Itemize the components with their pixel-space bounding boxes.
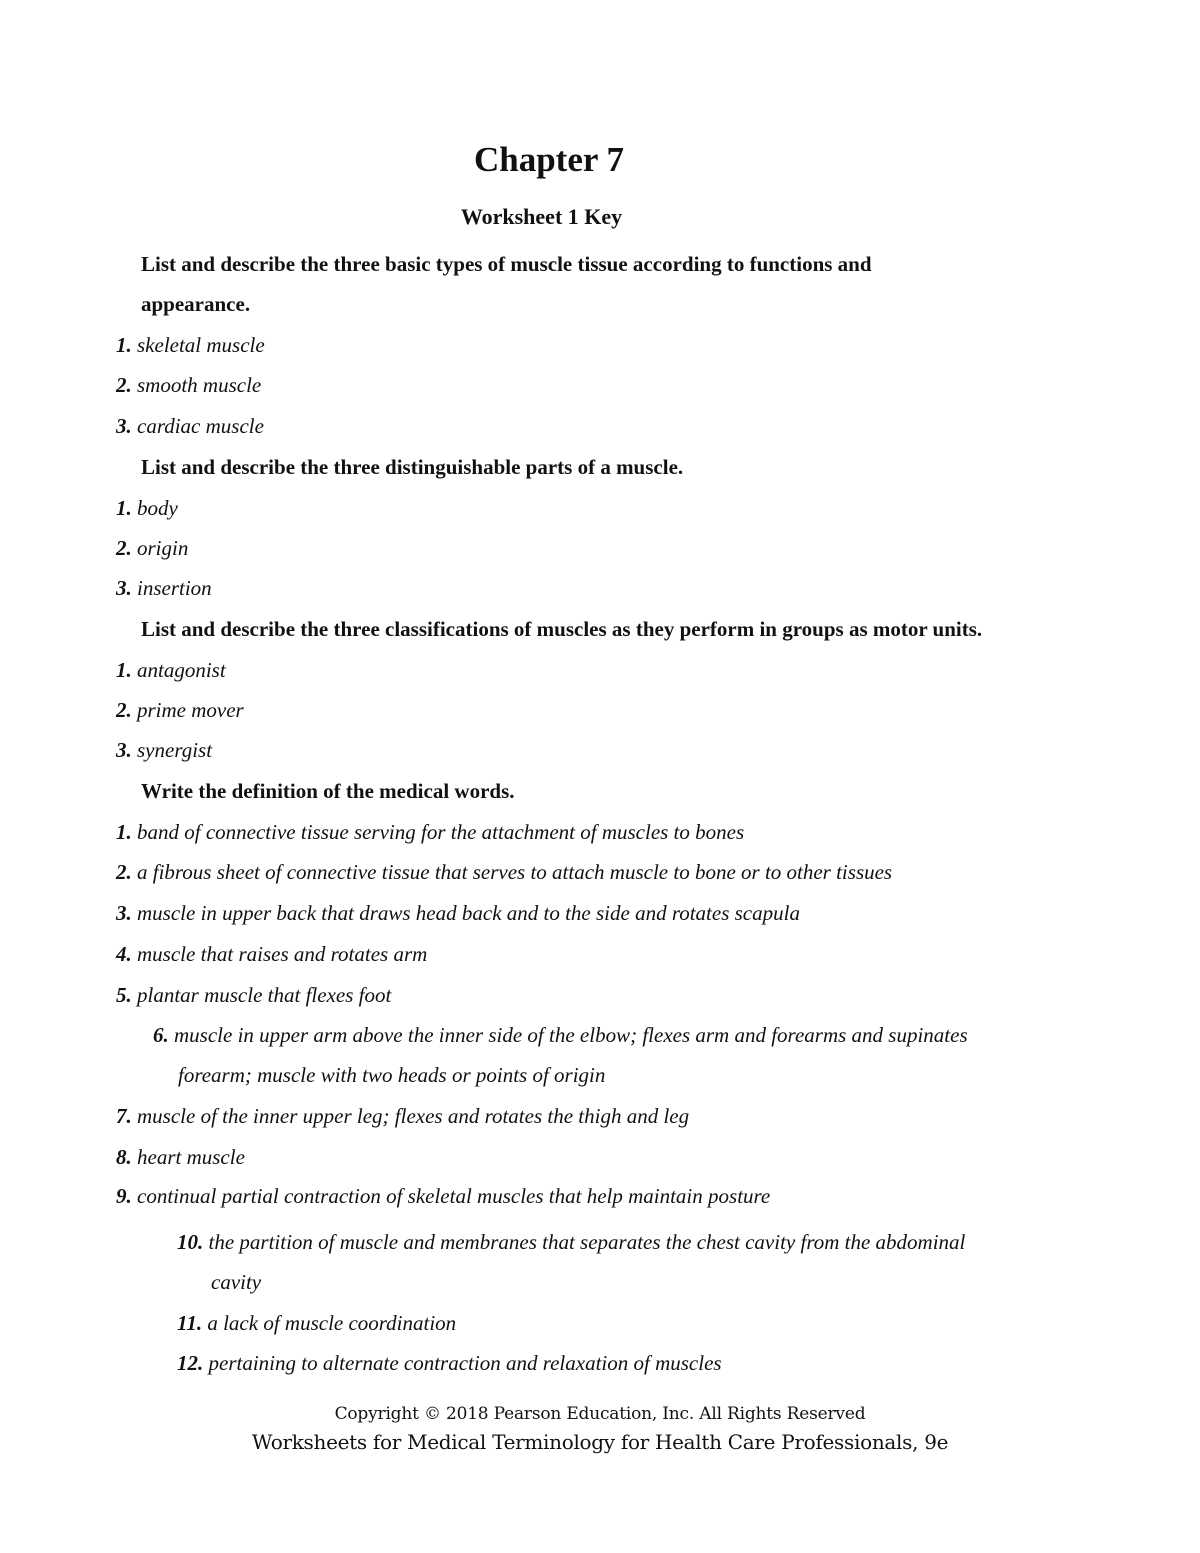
list-item	[116, 940, 427, 968]
list-item	[116, 858, 892, 886]
item-text: heart muscle	[137, 1145, 245, 1169]
list-item	[116, 494, 178, 522]
list-item	[116, 412, 264, 440]
footer-book-title: Worksheets for Medical Terminology for Health Care Professionals, 9e	[251, 1430, 949, 1454]
item-number: 9.	[116, 1184, 132, 1208]
item-text: antagonist	[137, 658, 226, 682]
list-item	[116, 1143, 245, 1171]
list-item-continuation: forearm; muscle with two heads or points of origin	[178, 1063, 606, 1087]
item-text: continual partial contraction of skeletal muscles that help maintain posture	[137, 1184, 771, 1208]
item-number: 1.	[116, 496, 132, 520]
item-text: muscle of the inner upper leg; flexes and rotates the thigh and leg	[137, 1104, 690, 1128]
chapter-title: Chapter 7	[473, 140, 625, 179]
list-item	[116, 656, 226, 684]
item-text: insertion	[137, 576, 212, 600]
item-number: 1.	[116, 333, 132, 357]
item-number: 6.	[153, 1023, 169, 1047]
list-item	[116, 371, 261, 399]
list-item	[177, 1309, 456, 1337]
item-text: band of connective tissue serving for the attachment of muscles to bones	[137, 820, 745, 844]
section-3-prompt: List and describe the three classifications of muscles as they perform in groups as motor units.	[141, 617, 983, 641]
footer-copyright: Copyright © 2018 Pearson Education, Inc. All Rights Reserved	[334, 1404, 866, 1424]
item-text: cardiac muscle	[137, 414, 264, 438]
list-item	[116, 1102, 689, 1130]
item-number: 1.	[116, 820, 132, 844]
item-number: 2.	[116, 860, 132, 884]
section-1-prompt-cont: appearance.	[141, 292, 251, 316]
item-number: 12.	[177, 1351, 204, 1375]
item-number: 4.	[116, 942, 132, 966]
item-text: plantar muscle that flexes foot	[137, 983, 392, 1007]
list-item	[116, 736, 212, 764]
list-item	[116, 981, 391, 1009]
item-text: pertaining to alternate contraction and relaxation of muscles	[208, 1351, 722, 1375]
worksheet-title: Worksheet 1 Key	[460, 204, 623, 229]
item-number: 8.	[116, 1145, 132, 1169]
item-text: body	[137, 496, 178, 520]
list-item	[116, 696, 244, 724]
item-number: 11.	[177, 1311, 203, 1335]
list-item	[116, 331, 265, 359]
item-number: 1.	[116, 658, 132, 682]
item-number: 3.	[116, 901, 132, 925]
item-number: 2.	[116, 698, 132, 722]
section-2-prompt: List and describe the three distinguishable parts of a muscle.	[141, 455, 684, 479]
list-item	[177, 1349, 722, 1377]
item-text: smooth muscle	[137, 373, 262, 397]
item-number: 2.	[116, 373, 132, 397]
item-text: the partition of muscle and membranes that separates the chest cavity from the abdominal	[208, 1230, 966, 1254]
list-item-continuation: cavity	[211, 1270, 262, 1294]
list-item	[177, 1228, 965, 1256]
item-text: muscle in upper arm above the inner side of the elbow; flexes arm and forearms and supinates	[174, 1023, 968, 1047]
item-text: synergist	[137, 738, 213, 762]
list-item	[116, 574, 212, 602]
section-4-prompt: Write the definition of the medical words.	[141, 779, 515, 803]
item-number: 10.	[177, 1230, 204, 1254]
list-item	[116, 818, 744, 846]
item-number: 3.	[116, 576, 132, 600]
list-item	[116, 1182, 770, 1210]
item-number: 2.	[116, 536, 132, 560]
item-text: muscle in upper back that draws head back and to the side and rotates scapula	[137, 901, 800, 925]
item-text: skeletal muscle	[137, 333, 265, 357]
item-text: muscle that raises and rotates arm	[137, 942, 428, 966]
section-1-prompt: List and describe the three basic types of muscle tissue according to functions and	[141, 252, 872, 276]
item-text: origin	[137, 536, 189, 560]
item-number: 7.	[116, 1104, 132, 1128]
item-text: a lack of muscle coordination	[207, 1311, 457, 1335]
item-text: prime mover	[137, 698, 244, 722]
item-number: 3.	[116, 414, 132, 438]
item-text: a fibrous sheet of connective tissue that serves to attach muscle to bone or to other tissues	[137, 860, 893, 884]
list-item	[153, 1021, 968, 1049]
item-number: 3.	[116, 738, 132, 762]
list-item	[116, 534, 188, 562]
item-number: 5.	[116, 983, 132, 1007]
list-item	[116, 899, 800, 927]
